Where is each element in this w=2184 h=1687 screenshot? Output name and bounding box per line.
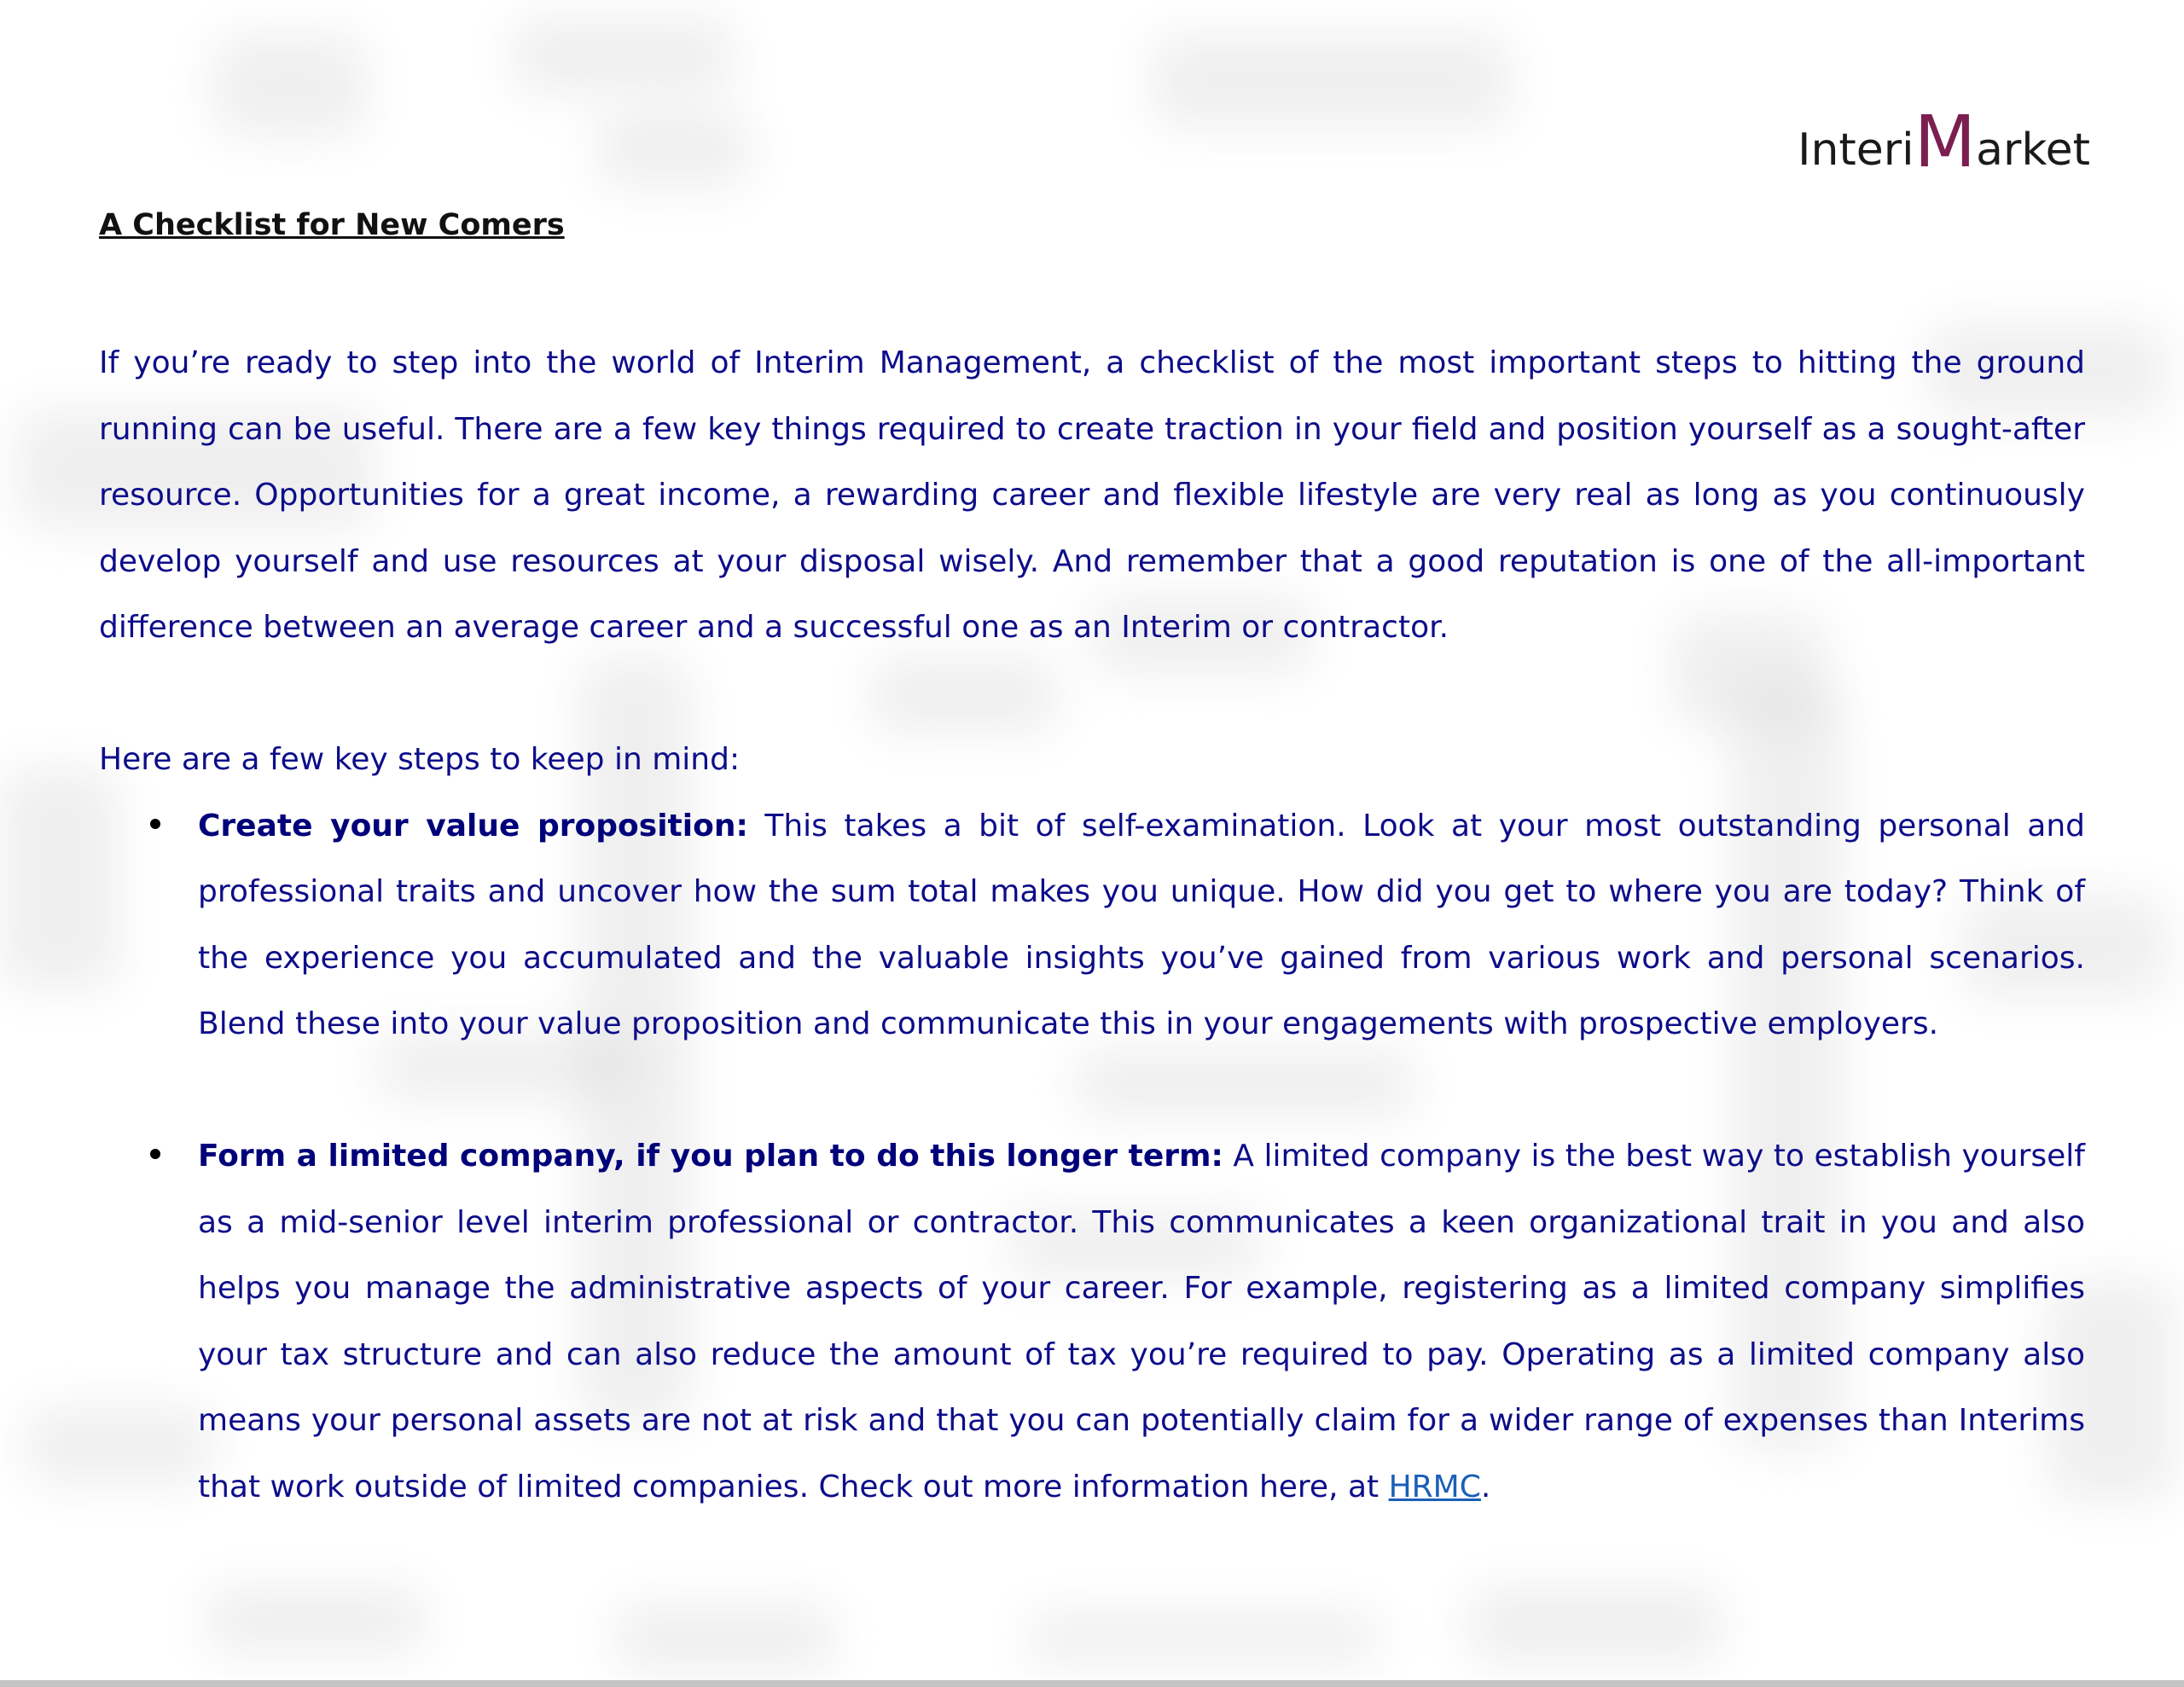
logo-text-end: arket: [1976, 125, 2090, 176]
list-item-trailing: .: [1480, 1469, 1491, 1504]
logo-text-accent: M: [1914, 100, 1977, 183]
interimarket-logo: [1789, 98, 2099, 183]
list-item-title: Form a limited company, if you plan to do this longer term:: [198, 1139, 1223, 1174]
list-item-limited-company: [99, 1123, 2085, 1520]
steps-list: [99, 793, 2085, 1521]
intro-paragraph: If you’re ready to step into the world of Interim Management, a checklist of the most important steps to hitting the ground running can be useful. There are a few key things required to create traction in your field and position yourself as a sought-after resource. Opportunities for a great income, a rewarding career and flexible lifestyle are very real as long as you continuously develop yourself and use resources at your disposal wisely. And remember that a good reputation is one of the all-important difference between an average career and a successful one as an Interim or contractor.: [99, 345, 2085, 645]
document-body: [99, 330, 2085, 1520]
hrmc-link[interactable]: HRMC: [1388, 1469, 1481, 1504]
list-item-text: This takes a bit of self-examination. Look at your most outstanding personal and professional traits and uncover how the sum total makes you unique. How did you get to where you are today? Think of the experience you accumulated and the valuable insights you’ve gained from various work and personal scenarios. Blend these into your value proposition and communicate this in your engagements with prospective employers.: [198, 808, 2086, 1041]
list-item-value-proposition: [99, 793, 2085, 1058]
logo-text-start: Interi: [1798, 125, 1914, 176]
list-item-title: Create your value proposition:: [198, 808, 748, 844]
steps-lead-in: Here are a few key steps to keep in mind:: [99, 742, 741, 777]
list-item-text: A limited company is the best way to establish yourself as a mid-senior level interim professional or contractor. This communicates a keen organizational trait in you and also helps you manage the administrative aspects of your career. For example, registering as a limited company simplifies your tax structure and can also reduce the amount of tax you’re required to pay. Operating as a limited company also means your personal assets are not at risk and that you can potentially claim for a wider range of expenses than Interims that work outside of limited companies. Check out more information here, at: [198, 1139, 2085, 1504]
bottom-divider: [0, 1680, 2184, 1687]
page-heading: A Checklist for New Comers: [99, 208, 565, 242]
bullet-dot: [150, 1149, 160, 1159]
bullet-dot: [150, 819, 160, 829]
